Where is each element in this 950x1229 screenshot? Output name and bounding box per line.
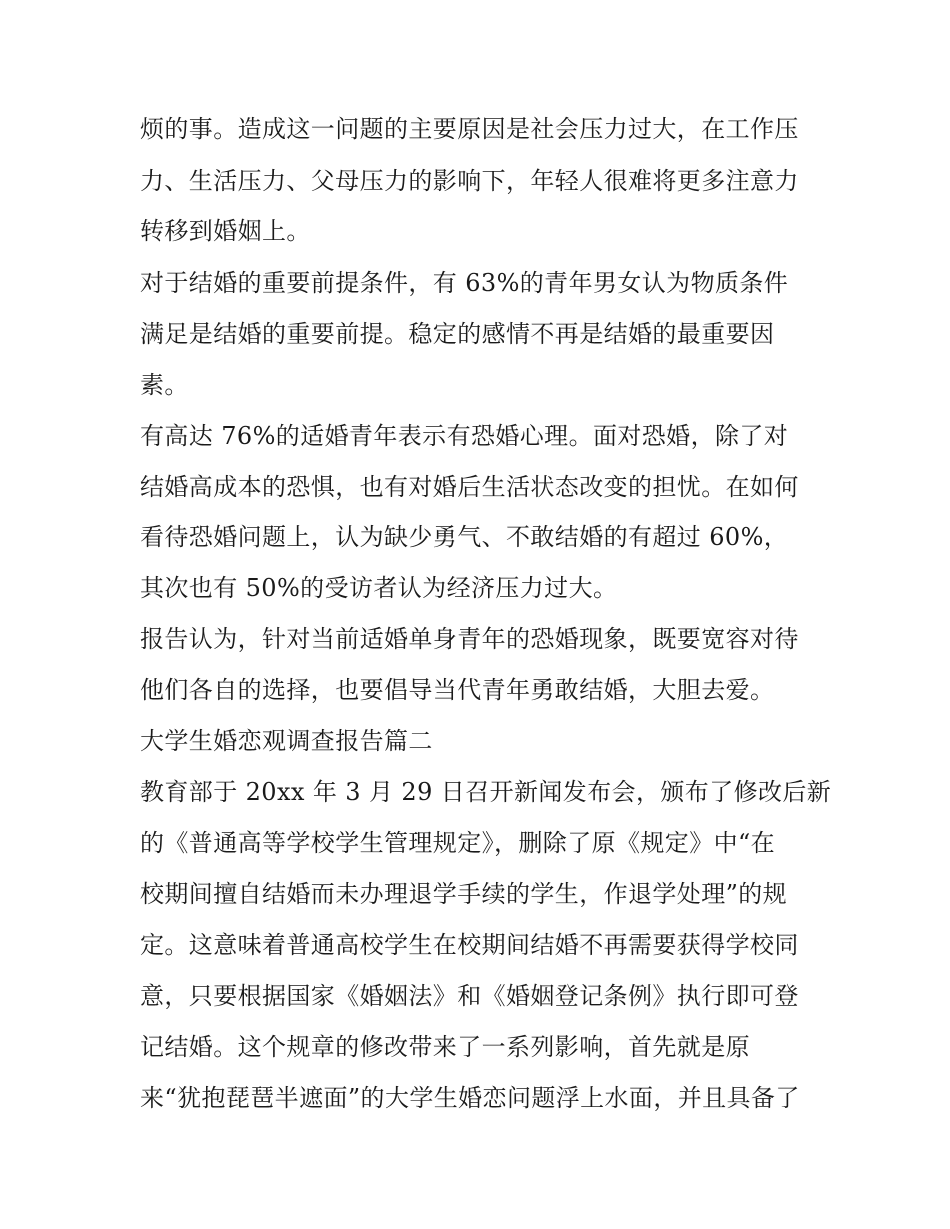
text-line: 力、生活压力、父母压力的影响下，年轻人很难将更多注意力 xyxy=(140,167,799,195)
text-line: 来“犹抱琵琶半遮面”的大学生婚恋问题浮上水面，并且具备了 xyxy=(140,1084,800,1112)
text-line: 满足是结婚的重要前提。稳定的感情不再是结婚的最重要因 xyxy=(140,320,775,348)
text-line: 素。 xyxy=(140,371,189,399)
text-line: 校期间擅自结婚而未办理退学手续的学生，作退学处理”的规 xyxy=(140,880,788,908)
text-line: 报告认为，针对当前适婚单身青年的恐婚现象，既要宽容对待 xyxy=(140,625,799,653)
section-heading: 大学生婚恋观调查报告篇二 xyxy=(140,727,433,755)
text-line: 的《普通高等学校学生管理规定》，删除了原《规定》中“在 xyxy=(140,829,776,857)
text-line: 对于结婚的重要前提条件，有 63%的青年男女认为物质条件 xyxy=(140,269,789,297)
text-line: 烦的事。造成这一问题的主要原因是社会压力过大，在工作压 xyxy=(140,115,799,143)
text-line: 转移到婚姻上。 xyxy=(140,217,311,245)
text-line: 结婚高成本的恐惧，也有对婚后生活状态改变的担忧。在如何 xyxy=(140,473,799,501)
text-line: 看待恐婚问题上，认为缺少勇气、不敢结婚的有超过 60%， xyxy=(140,523,789,551)
text-line: 有高达 76%的适婚青年表示有恐婚心理。面对恐婚，除了对 xyxy=(140,422,789,450)
text-line: 意，只要根据国家《婚姻法》和《婚姻登记条例》执行即可登 xyxy=(140,982,799,1010)
text-line: 定。这意味着普通高校学生在校期间结婚不再需要获得学校同 xyxy=(140,931,799,959)
text-line: 记结婚。这个规章的修改带来了一系列影响，首先就是原 xyxy=(140,1033,750,1061)
text-line: 教育部于 20xx 年 3 月 29 日召开新闻发布会，颁布了修改后新 xyxy=(140,778,832,806)
text-line: 其次也有 50%的受访者认为经济压力过大。 xyxy=(140,574,618,602)
text-line: 他们各自的选择，也要倡导当代青年勇敢结婚，大胆去爱。 xyxy=(140,676,775,704)
